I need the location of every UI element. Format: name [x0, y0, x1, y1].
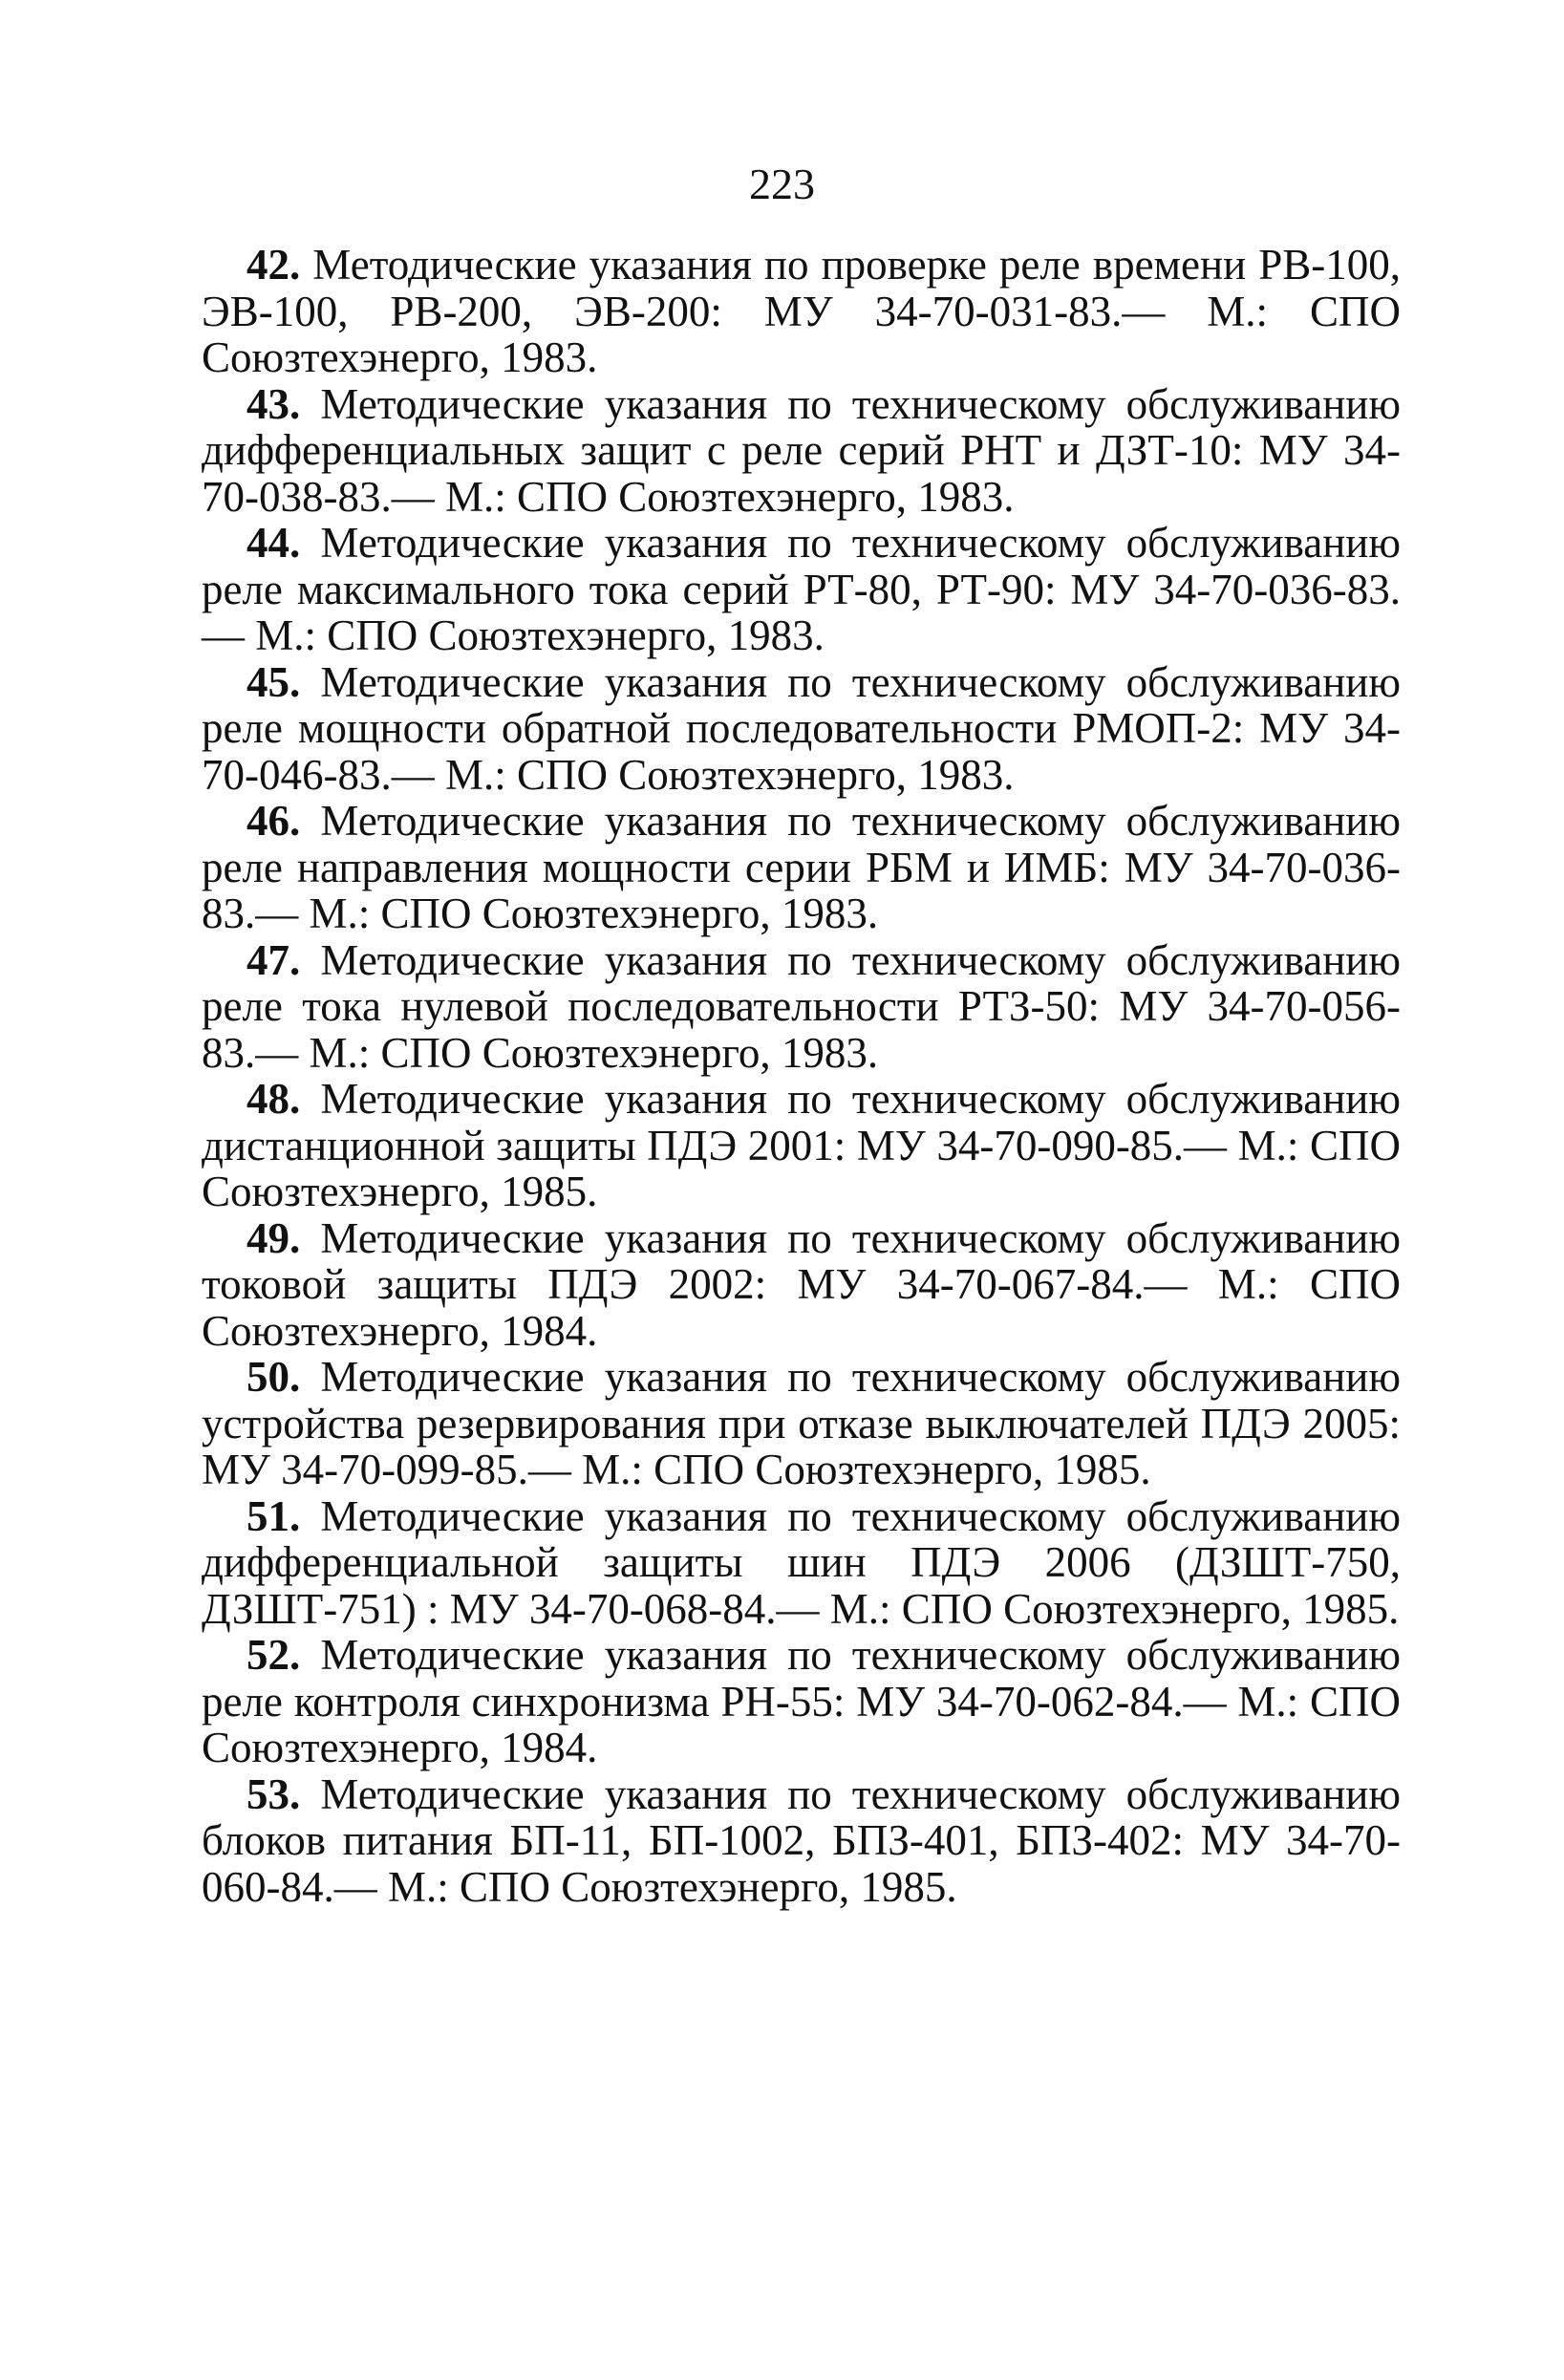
reference-text: Методические указания по техническому обслуживанию реле максимального тока серий РТ-80, РТ-90: МУ 34-70-036-83.— М.: СПО Союзтехэнерго, 1983. — [202, 519, 1401, 659]
reference-number: 47. — [246, 935, 301, 984]
reference-item — [202, 381, 1401, 521]
reference-number: 50. — [246, 1353, 301, 1401]
reference-text: Методические указания по техническому обслуживанию блоков питания БП-11, БП-1002, БПЗ-401, БПЗ-402: МУ 34-70-060-84.— М.: СПО Союзтехэнерго, 1985. — [202, 1769, 1401, 1911]
reference-number: 43. — [246, 379, 301, 428]
reference-item — [202, 520, 1401, 659]
reference-number: 48. — [246, 1075, 301, 1123]
reference-number: 46. — [246, 797, 301, 845]
reference-text: Методические указания по техническому обслуживанию устройства резервирования при отказе выключателей ПДЭ 2005: МУ 34-70-099-85.— М.: СПО Союзтехэнерго, 1985. — [202, 1353, 1401, 1493]
reference-number: 42. — [246, 241, 301, 289]
reference-text: Методические указания по техническому обслуживанию реле направления мощности серии РБМ и ИМБ: МУ 34-70-036-83.— М.: СПО Союзтехэнерго, 1983. — [202, 797, 1401, 937]
reference-number: 45. — [246, 657, 301, 706]
reference-text: Методические указания по техническому обслуживанию дифференциальных защит с реле серий РНТ и ДЗТ-10: МУ 34-70-038-83.— М.: СПО Союзтехэнерго, 1983. — [202, 379, 1401, 521]
reference-text: Методические указания по техническому обслуживанию реле контроля синхронизма РН-55: МУ 34-70-062-84.— М.: СПО Союзтехэнерго, 1984. — [202, 1631, 1401, 1771]
reference-number: 53. — [246, 1769, 301, 1818]
reference-number: 51. — [246, 1491, 301, 1540]
reference-item — [202, 1771, 1401, 1911]
reference-text: Методические указания по техническому обслуживанию реле тока нулевой последовательности РТЗ-50: МУ 34-70-056-83.— М.: СПО Союзтехэнерго, 1983. — [202, 935, 1401, 1077]
reference-item — [202, 937, 1401, 1077]
reference-text: Методические указания по техническому обслуживанию токовой защиты ПДЭ 2002: МУ 34-70-067-84.— М.: СПО Союзтехэнерго, 1984. — [202, 1213, 1401, 1355]
reference-text: Методические указания по техническому обслуживанию дифференциальной защиты шин ПДЭ 2006 (ДЗШТ-750, ДЗШТ-751) : МУ 34-70-068-84.— М.: СПО Союзтехэнерго, 1985. — [202, 1491, 1401, 1633]
reference-number: 44. — [246, 519, 301, 567]
reference-item — [202, 798, 1401, 937]
reference-item — [202, 1215, 1401, 1355]
reference-number: 49. — [246, 1213, 301, 1262]
reference-item — [202, 1493, 1401, 1633]
page-number: 223 — [749, 160, 815, 208]
reference-text: Методические указания по техническому обслуживанию дистанционной защиты ПДЭ 2001: МУ 34-70-090-85.— М.: СПО Союзтехэнерго, 1985. — [202, 1075, 1401, 1215]
reference-text: Методические указания по техническому обслуживанию реле мощности обратной последовательности РМОП-2: МУ 34-70-046-83.— М.: СПО Союзтехэнерго, 1983. — [202, 657, 1401, 799]
reference-number: 52. — [246, 1631, 301, 1679]
reference-item — [202, 242, 1401, 381]
reference-text: Методические указания по проверке реле времени РВ-100, ЭВ-100, РВ-200, ЭВ-200: МУ 34-70-031-83.— М.: СПО Союзтехэнерго, 1983. — [202, 241, 1401, 381]
reference-item — [202, 659, 1401, 799]
reference-item — [202, 1632, 1401, 1771]
reference-list — [202, 242, 1401, 1910]
reference-item — [202, 1076, 1401, 1215]
reference-item — [202, 1354, 1401, 1493]
